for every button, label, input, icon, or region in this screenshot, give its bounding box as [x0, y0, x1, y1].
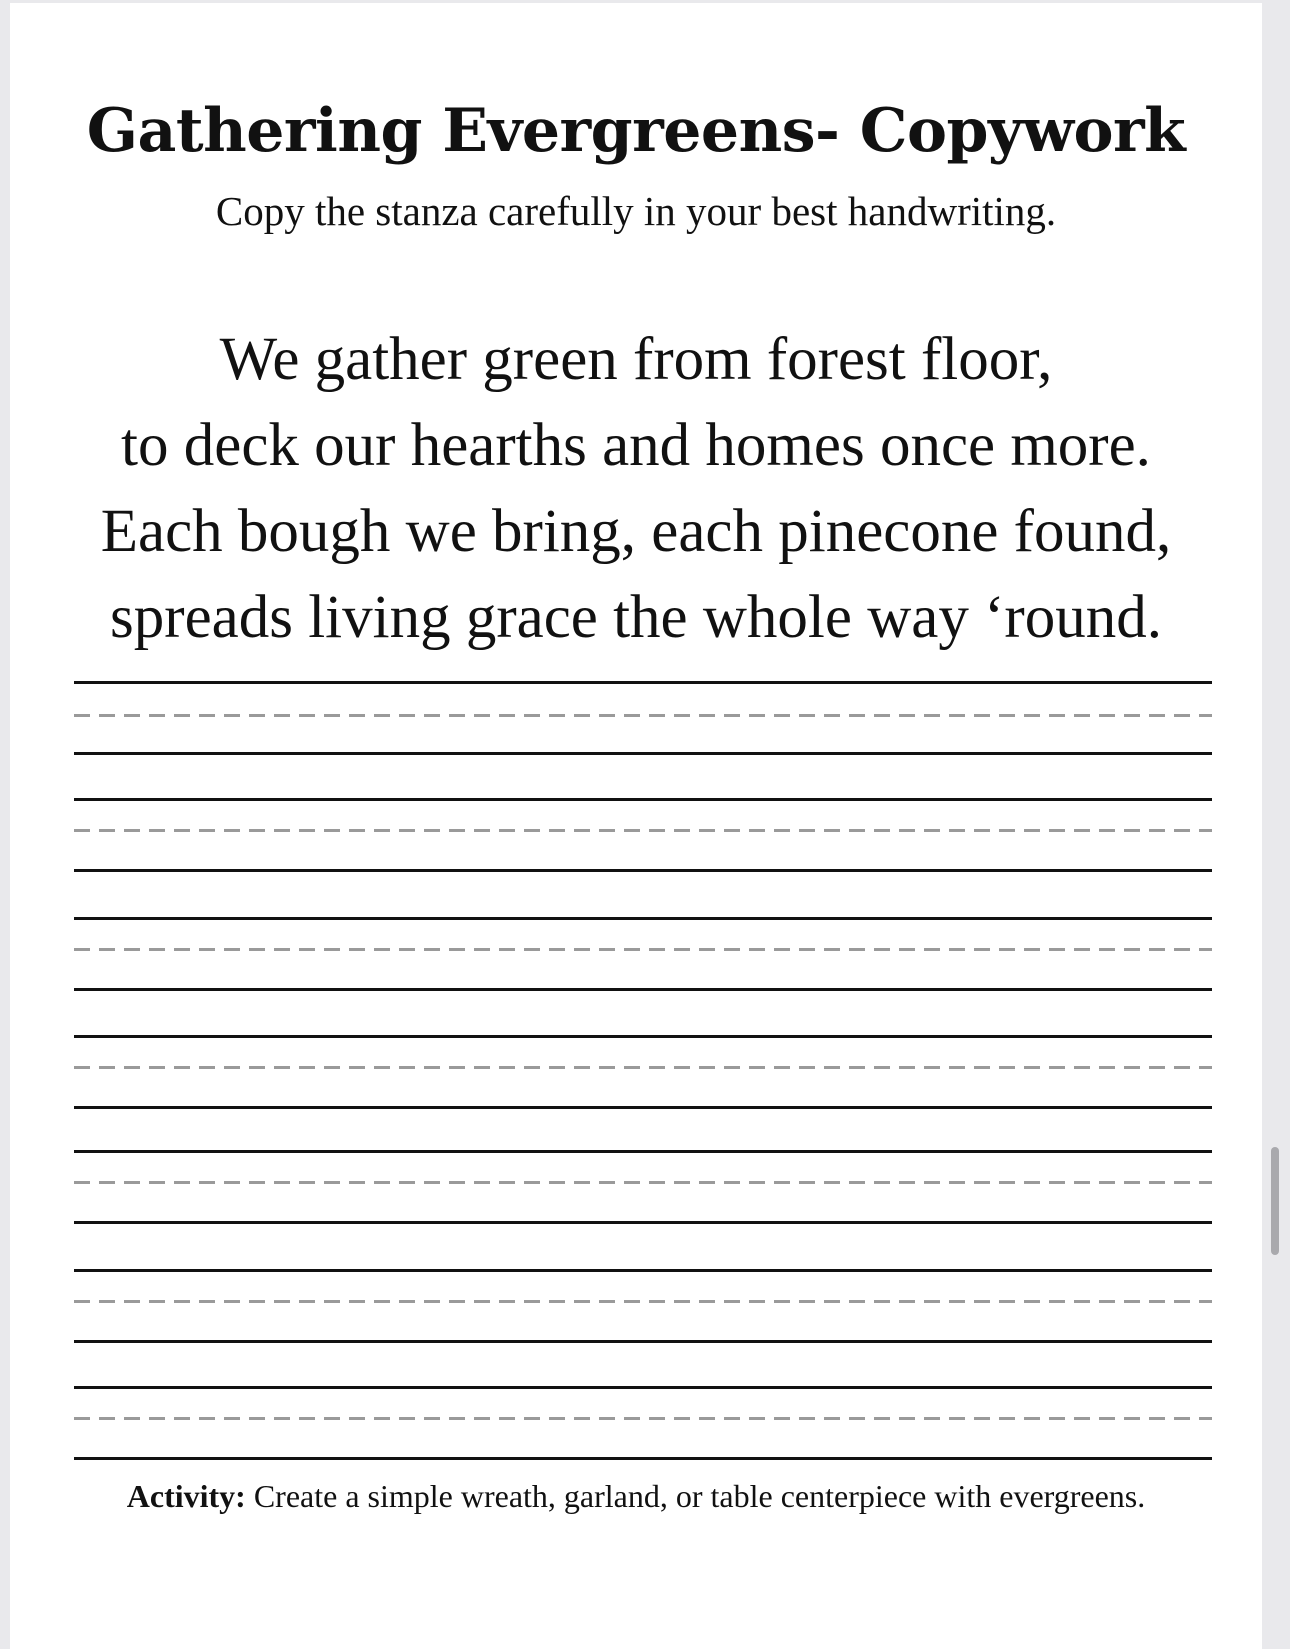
- stanza-line: to deck our hearths and homes once more.: [121, 412, 1151, 479]
- midline-dashed: [74, 1417, 1212, 1420]
- activity-note: [10, 1475, 1262, 1517]
- baseline-rule: [74, 869, 1212, 872]
- midline-dashed: [74, 1300, 1212, 1303]
- stanza-line: spreads living grace the whole way ‘round.: [110, 584, 1162, 651]
- baseline-rule: [74, 1340, 1212, 1343]
- page-title: Gathering Evergreens- Copywork: [86, 96, 1186, 166]
- baseline-rule: [74, 1457, 1212, 1460]
- page-subtitle: Copy the stanza carefully in your best handwriting.: [215, 188, 1057, 234]
- midline-dashed: [74, 829, 1212, 832]
- midline-dashed: [74, 1066, 1212, 1069]
- top-rule: [74, 1386, 1212, 1389]
- baseline-rule: [74, 752, 1212, 755]
- baseline-rule: [74, 1221, 1212, 1224]
- activity-text: Create a simple wreath, garland, or table centerpiece with evergreens.: [245, 1478, 1146, 1514]
- vertical-scrollbar[interactable]: [1271, 1147, 1279, 1255]
- top-rule: [74, 681, 1212, 684]
- baseline-rule: [74, 1106, 1212, 1109]
- stanza-line: We gather green from forest floor,: [219, 326, 1053, 393]
- top-rule: [74, 798, 1212, 801]
- worksheet-page: [10, 3, 1262, 1649]
- midline-dashed: [74, 1181, 1212, 1184]
- top-rule: [74, 1269, 1212, 1272]
- stanza-line: Each bough we bring, each pinecone found,: [100, 498, 1172, 565]
- top-rule: [74, 1035, 1212, 1038]
- midline-dashed: [74, 948, 1212, 951]
- handwriting-practice-area: [74, 3, 1212, 1463]
- baseline-rule: [74, 988, 1212, 991]
- activity-label: Activity:: [126, 1478, 246, 1514]
- top-rule: [74, 917, 1212, 920]
- top-rule: [74, 1150, 1212, 1153]
- midline-dashed: [74, 714, 1212, 717]
